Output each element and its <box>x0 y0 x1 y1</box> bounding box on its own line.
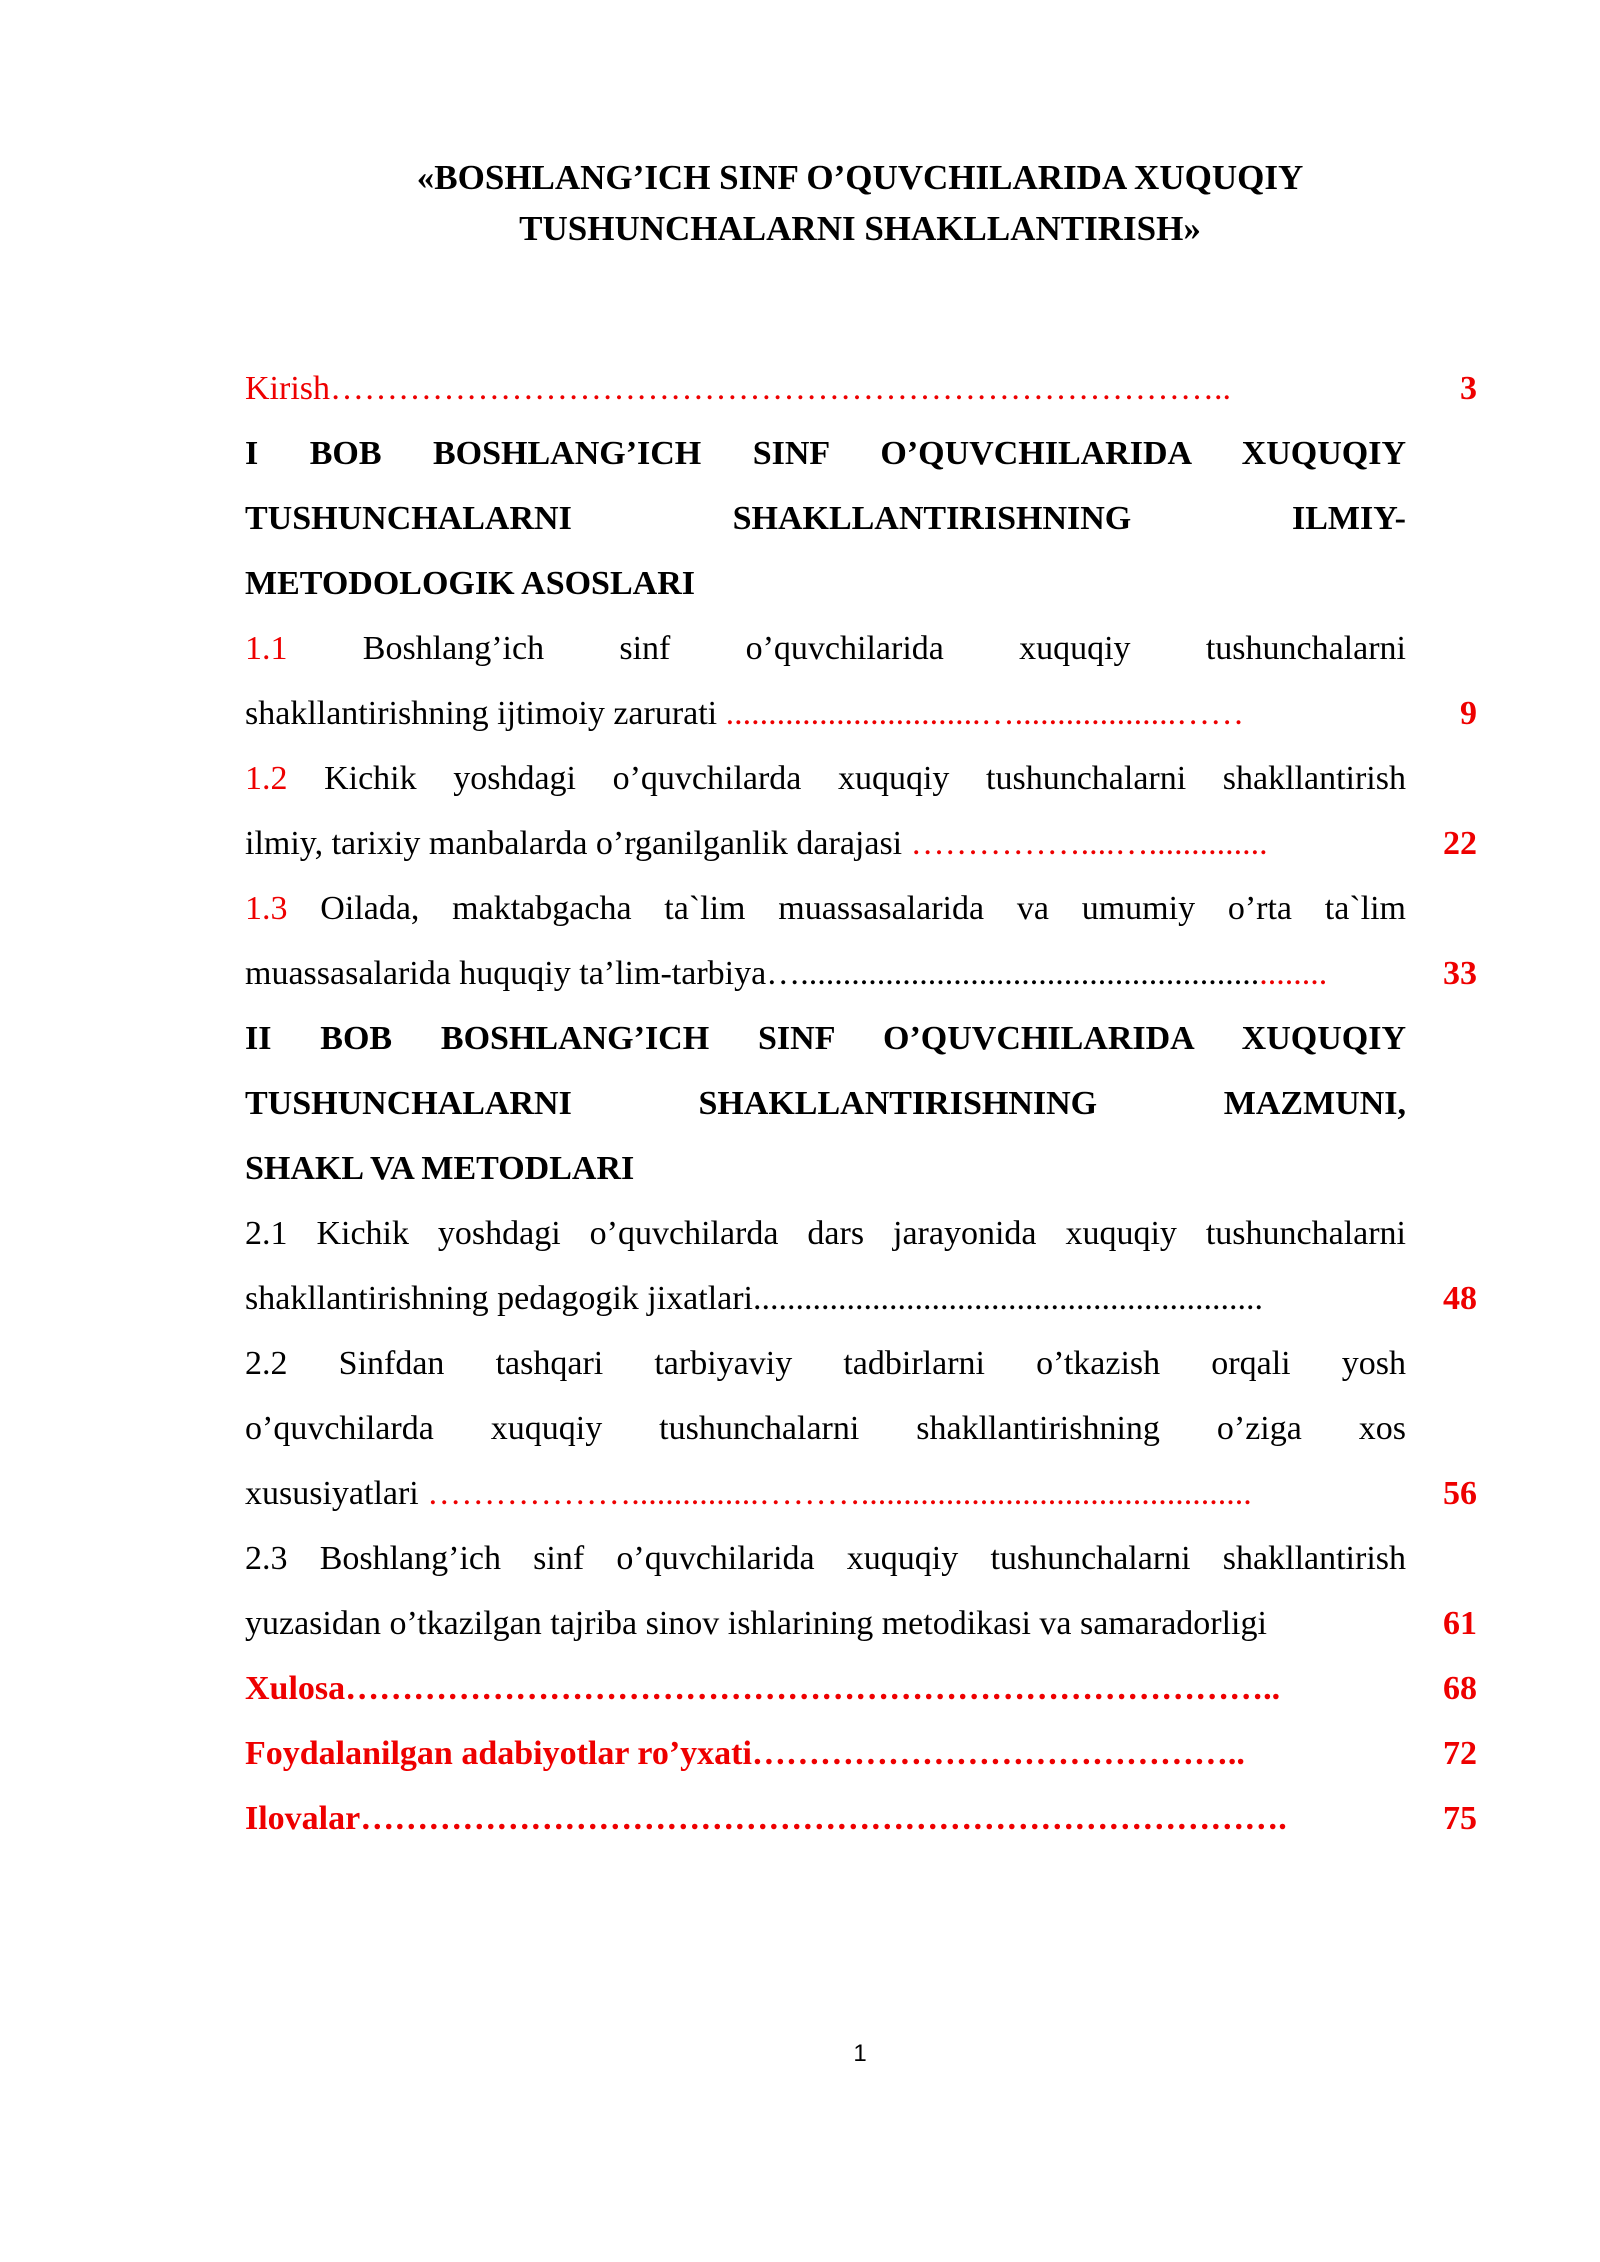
title-line-2: TUSHUNCHALARNI SHAKLLANTIRISH» <box>519 209 1201 248</box>
section-1-3-page-number: 33 <box>1443 955 1477 992</box>
section-2-3-line-2: yuzasidan o’tkazilgan tajriba sinov ishlarining metodikasi va samaradorligi <box>245 1605 1267 1642</box>
section-1-3-dots-red: ........ <box>1259 955 1328 992</box>
section-1-2-line-1: Kichik yoshdagi o’quvchilarda xuquqiy tushunchalarni shakllantirish <box>324 760 1406 797</box>
section-1-1-dots: ..............................…...................…… <box>725 695 1245 732</box>
section-1-1-page-number: 9 <box>1460 695 1477 732</box>
section-1-2-line-2: ilmiy, tarixiy manbalarda o’rganilganlik darajasi <box>245 825 903 862</box>
references-label: Foydalanilgan adabiyotlar ro’yxati…………………………………….. <box>245 1735 1245 1772</box>
section-2-2-dots: ………………...............……….............................................. <box>427 1475 1252 1512</box>
section-1-3-line-1: Oilada, maktabgacha ta`lim muassasalarida va umumiy o’rta ta`lim <box>320 890 1407 927</box>
section-1-1-number: 1.1 <box>245 630 288 667</box>
intro-label: Kirish <box>245 370 330 407</box>
section-1-3-dots: …...................................................... <box>766 955 1260 992</box>
section-1-2-number: 1.2 <box>245 760 288 797</box>
conclusion-label: Xulosa……………………………………………………………………….. <box>245 1670 1281 1707</box>
section-1-3-line-2: muassasalarida huquqiy ta’lim-tarbiya <box>245 955 767 992</box>
references-page-number: 72 <box>1443 1735 1477 1772</box>
section-1-1-line-1: Boshlang’ich sinf o’quvchilarida xuquqiy tushunchalarni <box>362 630 1406 667</box>
toc-entry-2-3[interactable] <box>245 1526 1477 1591</box>
section-2-3-line-1: 2.3 Boshlang’ich sinf o’quvchilarida xuquqiy tushunchalarni shakllantirish <box>245 1540 1406 1577</box>
toc-entry-references[interactable] <box>245 1721 1477 1786</box>
section-2-2-line-3: xususiyatlari <box>245 1475 419 1512</box>
section-1-3-number: 1.3 <box>245 890 288 927</box>
intro-page-number: 3 <box>1460 370 1477 407</box>
section-1-2-dots: ……………....….............. <box>910 825 1268 862</box>
table-of-contents <box>245 356 1477 1851</box>
toc-entry-1-3[interactable] <box>245 876 1477 941</box>
toc-chapter-1[interactable] <box>245 421 1477 486</box>
chapter-2-line-3: SHAKL VA METODLARI <box>245 1150 635 1187</box>
appendices-page-number: 75 <box>1443 1800 1477 1837</box>
chapter-1-line-2: TUSHUNCHALARNI SHAKLLANTIRISHNING ILMIY- <box>245 500 1406 537</box>
toc-entry-1-2[interactable] <box>245 746 1477 811</box>
section-2-2-page-number: 56 <box>1443 1475 1477 1512</box>
toc-entry-appendices[interactable] <box>245 1786 1477 1851</box>
intro-dots: …………………………………………………………………….. <box>330 370 1231 407</box>
chapter-1-line-3: METODOLOGIK ASOSLARI <box>245 565 695 602</box>
section-2-1-line-1: 2.1 Kichik yoshdagi o’quvchilarda dars jarayonida xuquqiy tushunchalarni <box>245 1215 1406 1252</box>
toc-entry-2-1[interactable] <box>245 1201 1477 1266</box>
section-1-1-line-2: shakllantirishning ijtimoiy zarurati <box>245 695 718 732</box>
section-2-2-line-1: 2.2 Sinfdan tashqari tarbiyaviy tadbirlarni o’tkazish orqali yosh <box>245 1345 1406 1382</box>
section-2-3-page-number: 61 <box>1443 1605 1477 1642</box>
section-1-2-page-number: 22 <box>1443 825 1477 862</box>
section-2-2-line-2: o’quvchilarda xuquqiy tushunchalarni shakllantirishning o’ziga xos <box>245 1410 1406 1447</box>
document-title <box>0 152 1600 254</box>
toc-entry-conclusion[interactable] <box>245 1656 1477 1721</box>
conclusion-page-number: 68 <box>1443 1670 1477 1707</box>
appendices-label: Ilovalar………………………………………………………………………. <box>245 1800 1287 1837</box>
chapter-1-line-1: I BOB BOSHLANG’ICH SINF O’QUVCHILARIDA XUQUQIY <box>245 435 1406 472</box>
toc-chapter-2[interactable] <box>245 1006 1477 1071</box>
page-number: 1 <box>853 2040 867 2067</box>
toc-entry-2-2[interactable] <box>245 1331 1477 1396</box>
section-2-1-line-2: shakllantirishning pedagogik jixatlari............................................................ <box>245 1280 1264 1317</box>
section-2-1-page-number: 48 <box>1443 1280 1477 1317</box>
chapter-2-line-2: TUSHUNCHALARNI SHAKLLANTIRISHNING MAZMUNI, <box>245 1085 1406 1122</box>
toc-entry-1-1[interactable] <box>245 616 1477 681</box>
title-line-1: «BOSHLANG’ICH SINF O’QUVCHILARIDA XUQUQIY <box>416 158 1304 197</box>
toc-entry-intro[interactable] <box>245 356 1477 421</box>
chapter-2-line-1: II BOB BOSHLANG’ICH SINF O’QUVCHILARIDA XUQUQIY <box>245 1020 1406 1057</box>
